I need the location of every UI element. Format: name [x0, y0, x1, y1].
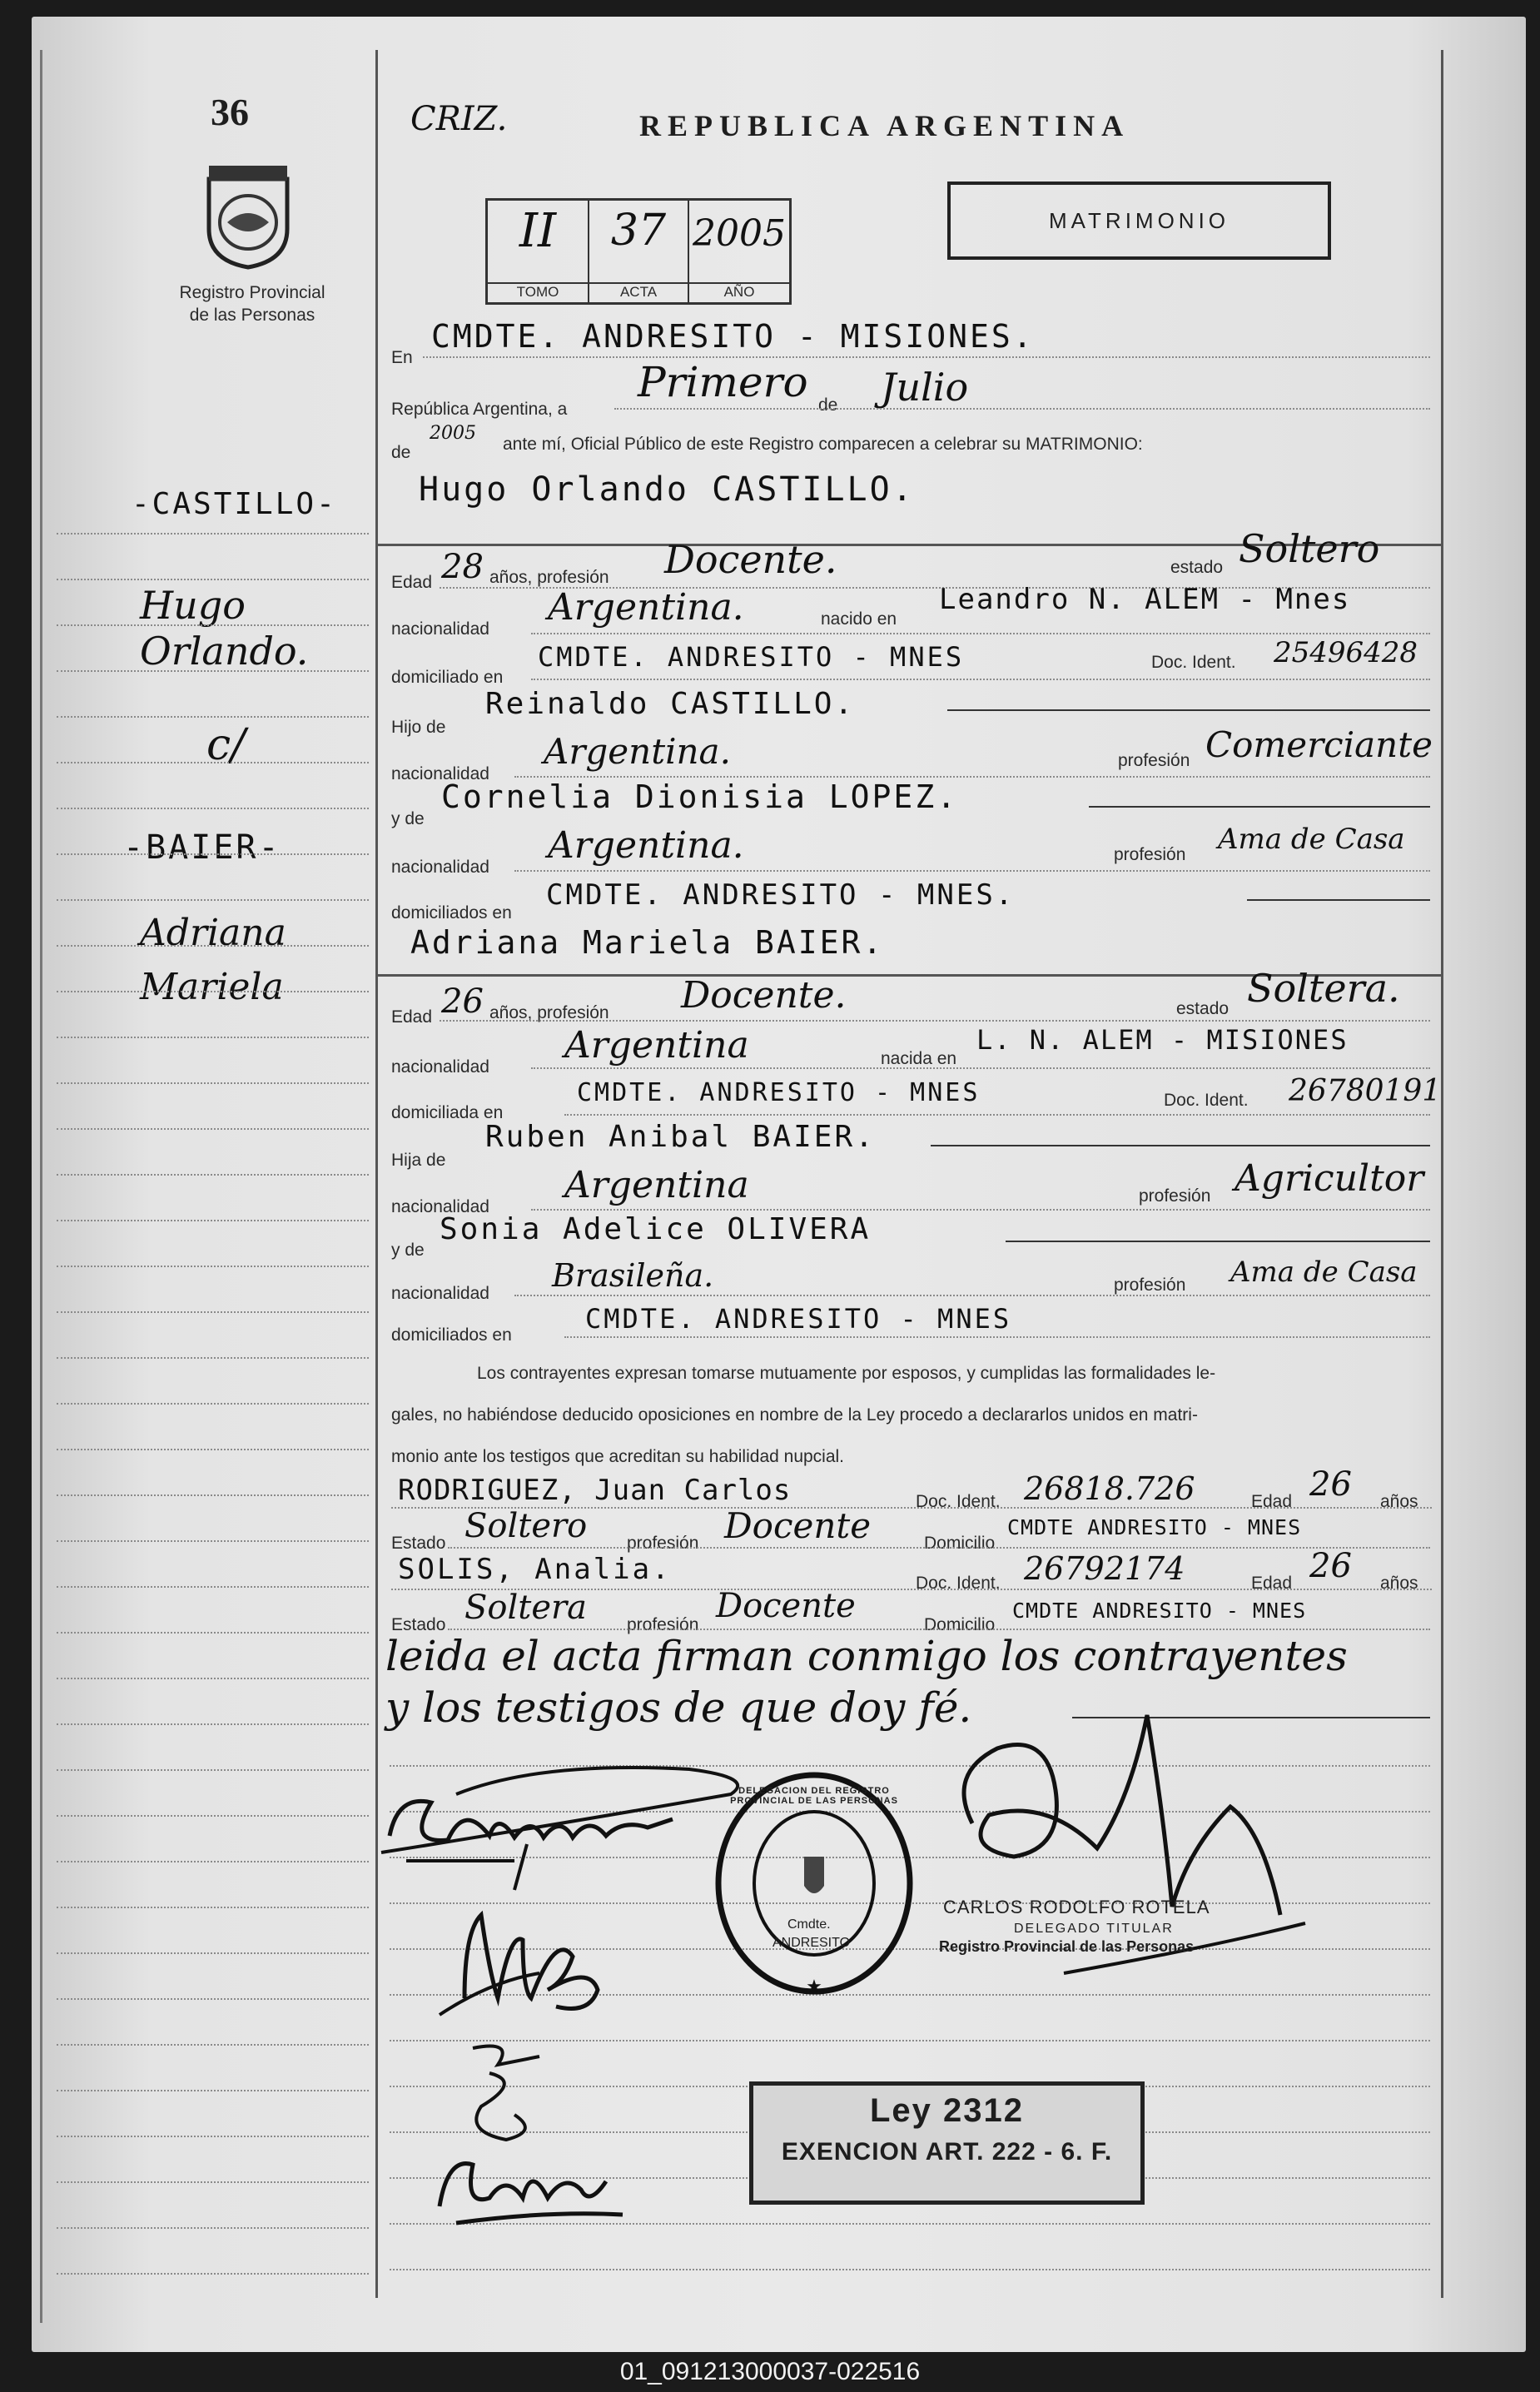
margin-rule	[57, 1494, 369, 1496]
dia-value: Primero	[638, 358, 808, 406]
groom-padres-dom-label: domiciliados en	[391, 903, 512, 922]
margin-rule	[57, 1403, 369, 1405]
margin-rule	[57, 624, 369, 626]
de-label: de	[818, 395, 838, 415]
groom-profesion: Docente.	[664, 537, 837, 582]
witness2-domicilio-label: Domicilio	[924, 1615, 996, 1634]
ley-title: Ley 2312	[869, 2092, 1025, 2129]
rule	[448, 1547, 1430, 1549]
rule	[531, 633, 1430, 634]
seal-text: DELEGACION DEL REGISTRO PROVINCIAL DE LAS PERSONAS	[730, 1786, 898, 1806]
officer-registry: Registro Provincial de las Personas	[939, 1938, 1195, 1955]
groom-nacionalidad: Argentina.	[548, 586, 744, 629]
margin-rule	[57, 1907, 369, 1908]
witness2-profesion: Docente	[716, 1587, 856, 1625]
margin-rule	[57, 1311, 369, 1313]
bride-madre-nacionalidad: Brasileña.	[552, 1257, 714, 1294]
page-left-border	[40, 50, 42, 2323]
margin-rule	[57, 945, 369, 947]
bride-hija-label: Hija de	[391, 1151, 446, 1170]
groom-nacido-label: nacido en	[821, 609, 897, 629]
margin-rule	[57, 1220, 369, 1221]
witness1-profesion-label: profesión	[627, 1534, 699, 1553]
bride-padres-dom-label: domiciliados en	[391, 1325, 512, 1345]
dash	[1089, 806, 1430, 808]
margin-rule	[57, 1357, 369, 1359]
margin-rule	[57, 1632, 369, 1634]
margin-rule	[57, 2181, 369, 2183]
margin-given-2a: Adriana	[140, 912, 286, 954]
rule	[514, 1295, 1430, 1296]
margin-rule	[57, 1723, 369, 1725]
bride-nacionalidad: Argentina	[564, 1024, 749, 1067]
margin-rule	[57, 670, 369, 672]
rule	[564, 1114, 1430, 1116]
rule	[423, 356, 1430, 358]
registry-title	[165, 281, 340, 326]
margin-given-1a: Hugo	[140, 583, 246, 628]
declaration-line-3: monio ante los testigos que acreditan su habilidad nupcial.	[391, 1447, 845, 1466]
witness2-anos-label: años	[1380, 1574, 1418, 1593]
witness1-domicilio: CMDTE ANDRESITO - MNES	[1007, 1515, 1302, 1539]
margin-rule	[57, 533, 369, 535]
margin-rule	[57, 1174, 369, 1176]
bride-domicilio-label: domiciliada en	[391, 1103, 504, 1122]
registry-seal	[713, 1769, 917, 1998]
page-number: 36	[211, 91, 249, 133]
bride-nacida: L. N. ALEM - MISIONES	[976, 1024, 1349, 1056]
witness1-doc: 26818.726	[1024, 1470, 1195, 1507]
page-right-border	[1441, 50, 1443, 2298]
rule	[531, 1209, 1430, 1211]
document-type-box	[947, 182, 1331, 260]
groom-nacido: Leandro N. ALEM - Mnes	[939, 583, 1351, 616]
groom-doc: 25496428	[1274, 636, 1418, 669]
witness2-edad-label: Edad	[1251, 1574, 1293, 1593]
witness2-doc-label: Doc. Ident.	[916, 1574, 1001, 1593]
margin-rule	[57, 2227, 369, 2229]
groom-padre-nacionalidad: Argentina.	[544, 731, 731, 772]
signature-rule	[390, 2269, 1430, 2270]
registry-line-2: de las Personas	[189, 306, 315, 325]
margin-rule	[57, 1266, 369, 1267]
margin-given-2b: Mariela	[140, 966, 284, 1008]
bride-padre-prof-label: profesión	[1139, 1186, 1211, 1206]
margin-rule	[57, 1449, 369, 1450]
certificate-page	[32, 17, 1526, 2352]
dash	[1006, 1241, 1430, 1242]
de2-label: de	[391, 443, 411, 462]
groom-madre-nacionalidad: Argentina.	[548, 824, 744, 867]
seal-center-2: ANDRESITO	[772, 1936, 851, 1950]
margin-rule	[57, 1861, 369, 1862]
margin-rule	[57, 762, 369, 763]
en-label: En	[391, 348, 413, 367]
dash	[1247, 899, 1430, 901]
margin-rule	[57, 853, 369, 855]
bride-estado: Soltera.	[1247, 966, 1400, 1011]
witness2-domicilio: CMDTE ANDRESITO - MNES	[1012, 1599, 1307, 1623]
witness1-profesion: Docente	[724, 1505, 872, 1546]
bride-name: Adriana Mariela BAIER.	[410, 924, 885, 961]
groom-padre-prof-label: profesión	[1118, 751, 1190, 770]
intro-tail: ante mí, Oficial Público de este Registro comparecen a celebrar su MATRIMONIO:	[503, 435, 1143, 454]
closing-line-1: leida el acta firman conmigo los contrayentes	[385, 1632, 1348, 1680]
margin-rule	[57, 716, 369, 718]
bride-madre-nac-label: nacionalidad	[391, 1284, 489, 1303]
witness1-estado: Soltero	[464, 1507, 588, 1545]
bride-madre: Sonia Adelice OLIVERA	[440, 1212, 872, 1246]
margin-rule	[57, 1037, 369, 1038]
groom-madre-prof-label: profesión	[1114, 845, 1186, 864]
coat-of-arms-icon	[202, 162, 294, 271]
margin-rule	[57, 1540, 369, 1542]
bride-estado-label: estado	[1176, 999, 1230, 1018]
dash	[947, 709, 1430, 711]
ano-value: 2005	[693, 212, 786, 255]
anio-value: 2005	[430, 423, 476, 444]
margin-surname-1: -CASTILLO-	[132, 487, 337, 521]
ano-cell	[689, 201, 789, 302]
groom-nacionalidad-label: nacionalidad	[391, 619, 489, 639]
margin-rule	[57, 899, 369, 901]
tomo-label: TOMO	[488, 282, 588, 301]
republica-label: República Argentina, a	[391, 400, 568, 419]
groom-domicilio: CMDTE. ANDRESITO - MNES	[538, 641, 965, 673]
document-code: 01_091213000037-022516	[619, 2358, 921, 2385]
margin-surname-2: -BAIER-	[123, 828, 281, 867]
groom-doc-label: Doc. Ident.	[1151, 653, 1236, 672]
bride-domicilio: CMDTE. ANDRESITO - MNES	[577, 1078, 981, 1107]
bride-padre-profesion: Agricultor	[1234, 1157, 1424, 1200]
mes-value: Julio	[881, 365, 969, 410]
groom-yde-label: y de	[391, 809, 425, 828]
marginal-note: CRIZ.	[410, 100, 508, 138]
acta-cell	[589, 201, 689, 302]
bride-profesion: Docente.	[681, 974, 847, 1017]
margin-given-1b: Orlando.	[140, 629, 309, 674]
bride-yde-label: y de	[391, 1241, 425, 1260]
witness2-profesion-label: profesión	[627, 1615, 699, 1634]
rule	[514, 870, 1430, 872]
rule	[531, 1067, 1430, 1069]
groom-anos-profesion-label: años, profesión	[489, 568, 609, 587]
rule	[448, 1629, 1430, 1630]
witness1-estado-label: Estado	[391, 1534, 446, 1553]
registry-line-1: Registro Provincial	[179, 283, 325, 302]
rule	[564, 1336, 1430, 1338]
margin-rule	[57, 1998, 369, 2000]
margin-rule	[57, 1128, 369, 1130]
closing-line-2: y los testigos de que doy fé.	[385, 1683, 972, 1732]
margin-rule	[57, 1082, 369, 1084]
witness2-name: SOLIS, Analia.	[398, 1553, 672, 1586]
bride-padre-nac-label: nacionalidad	[391, 1197, 489, 1216]
declaration-line-1: Los contrayentes expresan tomarse mutuamente por esposos, y cumplidas las formalidades le-	[477, 1364, 1216, 1383]
seal-center-1: Cmdte.	[787, 1917, 831, 1932]
margin-rule	[57, 991, 369, 992]
witness2-estado-label: Estado	[391, 1615, 446, 1634]
bride-nacionalidad-label: nacionalidad	[391, 1057, 489, 1077]
margin-rule	[57, 579, 369, 580]
registry-number-box	[485, 198, 792, 305]
groom-domicilio-label: domiciliado en	[391, 668, 504, 687]
bride-madre-prof-label: profesión	[1114, 1276, 1186, 1295]
groom-padre: Reinaldo CASTILLO.	[485, 687, 856, 721]
bride-doc: 26780191	[1289, 1074, 1442, 1108]
margin-rule	[57, 1769, 369, 1771]
acta-value: 37	[610, 206, 667, 256]
witness1-edad-label: Edad	[1251, 1492, 1293, 1511]
margin-rule	[57, 1678, 369, 1679]
margin-rule	[57, 2090, 369, 2091]
witness2-signature-icon	[423, 2131, 639, 2231]
rule	[514, 776, 1430, 778]
witness2-edad: 26	[1309, 1547, 1352, 1585]
groom-estado: Soltero	[1239, 526, 1380, 571]
dash	[931, 1145, 1430, 1146]
witness1-name: RODRIGUEZ, Juan Carlos	[398, 1474, 792, 1507]
groom-padres-domicilio: CMDTE. ANDRESITO - MNES.	[546, 878, 1016, 912]
officer-title: DELEGADO TITULAR	[1014, 1922, 1174, 1936]
groom-estado-label: estado	[1170, 558, 1224, 577]
ley-text: EXENCION ART. 222 - 6. F.	[781, 2138, 1113, 2166]
document-type-label: MATRIMONIO	[1048, 207, 1230, 233]
tomo-cell	[488, 201, 589, 302]
margin-rule	[57, 1586, 369, 1588]
margin-rule	[57, 1952, 369, 1954]
groom-madre-nac-label: nacionalidad	[391, 858, 489, 877]
bride-doc-label: Doc. Ident.	[1164, 1091, 1249, 1110]
margin-separator: c/	[206, 720, 246, 770]
bride-padre: Ruben Anibal BAIER.	[485, 1120, 876, 1154]
rule	[614, 408, 1430, 410]
groom-edad: 28	[441, 548, 484, 586]
country-title: REPUBLICA ARGENTINA	[639, 109, 1130, 142]
bride-signature-icon	[431, 1898, 623, 2031]
rule	[440, 1020, 1430, 1022]
bride-edad: 26	[441, 982, 484, 1021]
margin-rule	[57, 1815, 369, 1817]
rule	[531, 679, 1430, 680]
witness2-doc: 26792174	[1024, 1550, 1185, 1587]
ano-label: AÑO	[689, 282, 789, 301]
tomo-value: II	[519, 204, 557, 258]
witness1-anos-label: años	[1380, 1492, 1418, 1511]
bride-padre-nacionalidad: Argentina	[564, 1164, 749, 1206]
groom-edad-label: Edad	[391, 573, 433, 592]
margin-rule	[57, 2044, 369, 2046]
bride-nacida-label: nacida en	[881, 1049, 957, 1068]
witness2-estado: Soltera	[464, 1589, 587, 1627]
margin-rule	[57, 2273, 369, 2275]
margin-rule	[57, 2136, 369, 2137]
margin-divider	[375, 50, 378, 2298]
groom-name: Hugo Orlando CASTILLO.	[419, 470, 915, 509]
declaration-line-2: gales, no habiéndose deducido oposiciones en nombre de la Ley procedo a declararlos unidos en matri-	[391, 1405, 1198, 1425]
svg-text:★: ★	[806, 1976, 822, 1997]
groom-hijo-label: Hijo de	[391, 718, 446, 737]
witness1-doc-label: Doc. Ident.	[916, 1492, 1001, 1511]
bride-padres-domicilio: CMDTE. ANDRESITO - MNES	[585, 1303, 1012, 1335]
bride-edad-label: Edad	[391, 1007, 433, 1027]
groom-padre-nac-label: nacionalidad	[391, 764, 489, 783]
en-value: CMDTE. ANDRESITO - MISIONES.	[431, 318, 1035, 355]
margin-rule	[57, 808, 369, 809]
bride-madre-profesion: Ama de Casa	[1230, 1256, 1418, 1289]
witness1-edad: 26	[1309, 1465, 1352, 1504]
witness1-domicilio-label: Domicilio	[924, 1534, 996, 1553]
groom-padre-profesion: Comerciante	[1205, 724, 1433, 765]
acta-label: ACTA	[589, 282, 688, 301]
ley-stamp	[749, 2081, 1145, 2205]
bride-anos-profesion-label: años, profesión	[489, 1003, 609, 1022]
groom-madre: Cornelia Dionisia LOPEZ.	[441, 778, 959, 815]
officer-name: CARLOS RODOLFO ROTELA	[943, 1897, 1210, 1917]
groom-madre-profesion: Ama de Casa	[1218, 823, 1405, 856]
